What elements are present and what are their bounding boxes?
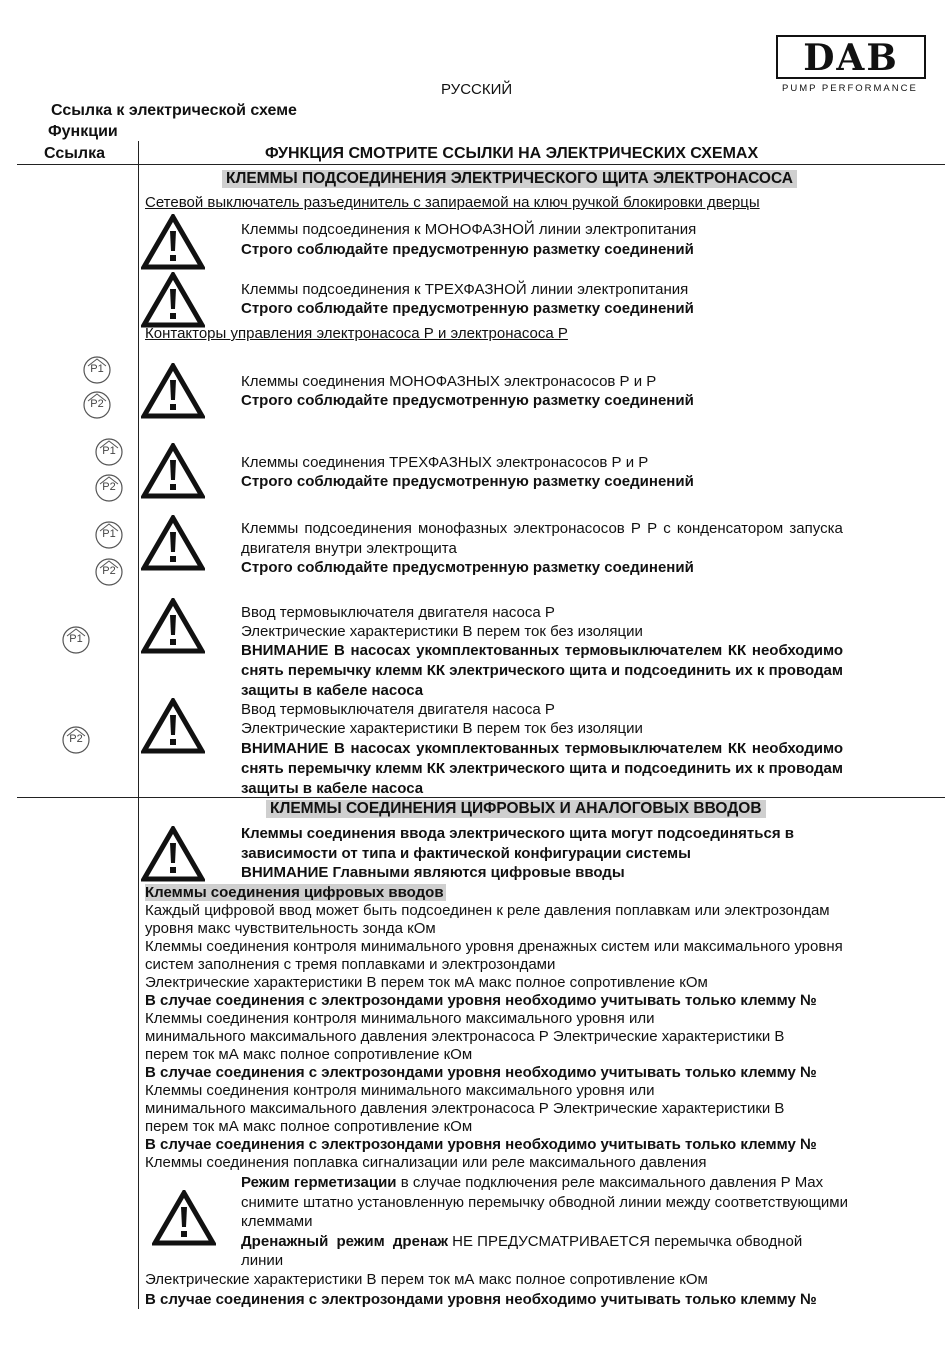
p2-marker [94,473,124,503]
seal-mode-label: Режим герметизации [241,1174,397,1191]
probe-note: В случае соединения с электрозондами уровня необходимо учитывать только клемму № [145,1136,817,1153]
p2-marker [61,725,91,755]
dab-logo-box [776,35,926,79]
strict-note-2: Строго соблюдайте предусмотренную разметку соединений [241,300,694,317]
header-rule [17,164,945,165]
p2-marker [94,557,124,587]
warning-icon [152,1190,216,1246]
probe-note: В случае соединения с электрозондами уровня необходимо учитывать только клемму № [145,1064,817,1081]
section1-title: КЛЕММЫ ПОДСОЕДИНЕНИЯ ЭЛЕКТРИЧЕСКОГО ЩИТА ЭЛЕКТРОНАСОСА [222,170,797,188]
thermo1-warn-2: снять перемычку клемм КК электрического щита и подсоединить их к проводам [241,662,843,679]
p1-marker-label: P1 [90,363,104,375]
p1-marker [94,437,124,467]
drain-mode-line-2: линии [241,1252,284,1269]
p1-marker-label: P1 [102,528,116,540]
seal-mode-text: в случае подключения реле максимального давления Р Max [396,1174,824,1191]
thermo2-title: Ввод термовыключателя двигателя насоса Р [241,701,555,718]
thermo1-warn-3: защиты в кабеле насоса [241,682,424,699]
para-line: Клеммы соединения контроля минимального уровня дренажных систем или максимального уровня [145,938,843,955]
p1-marker [94,520,124,550]
thermo1-warn-1: ВНИМАНИЕ В насосах укомплектованных термовыключателем КК необходимо [241,642,844,659]
seal-mode-line-2: снимите штатно установленную перемычку обводной линии между соответствующими [241,1194,849,1211]
para-line: Клеммы соединения контроля минимального максимального уровня или [145,1010,655,1027]
col-function-header: ФУНКЦИЯ СМОТРИТЕ ССЫЛКИ НА ЭЛЕКТРИЧЕСКИХ СХЕМАХ [265,145,759,162]
warning-icon [141,443,205,499]
para-line: минимального максимального давления электронасоса Р Электрические характеристики В [145,1100,785,1117]
p1-marker [61,625,91,655]
drain-mode-line [241,1232,939,1251]
thermo2-warn-2: снять перемычку клемм КК электрического щита и подсоединить их к проводам [241,760,843,777]
strict-note-4: Строго соблюдайте предусмотренную разметку соединений [241,473,694,490]
p2-marker [82,390,112,420]
dab-logo-sub: PUMP PERFORMANCE [782,83,918,94]
p2-marker-label: P2 [90,398,104,410]
thermo2-warn-3: защиты в кабеле насоса [241,780,424,797]
language-label: РУССКИЙ [441,81,513,98]
warning-icon [141,272,205,328]
drain-mode-text: НЕ ПРЕДУСМАТРИВАЕТСЯ перемычка обводной [447,1233,803,1250]
tri-pumps-line: Клеммы соединения ТРЕХФАЗНЫХ электронасосов Р и Р [241,454,649,471]
warning-icon [141,515,205,571]
seal-mode-line-3: клеммами [241,1213,313,1230]
para-line: уровня макс чувствительность зонда кОм [145,920,436,937]
para-line: систем заполнения с тремя поплавками и электрозондами [145,956,556,973]
para-line: Электрические характеристики В перем ток мА макс полное сопротивление кОм [145,1271,708,1288]
para-line: минимального максимального давления электронасоса Р Электрические характеристики В [145,1028,785,1045]
thermo2-chars: Электрические характеристики В перем ток без изоляции [241,720,643,737]
warning-icon [141,598,205,654]
tri-line: Клеммы подсоединения к ТРЕХФАЗНОЙ линии электропитания [241,281,689,298]
p2-marker-label: P2 [102,481,116,493]
para-line: Клеммы соединения поплавка сигнализации или реле максимального давления [145,1154,707,1171]
contactors-line: Контакторы управления электронасоса Р и электронасоса Р [145,325,568,342]
cap-line-2: двигателя внутри электрощита [241,540,457,557]
probe-note: В случае соединения с электрозондами уровня необходимо учитывать только клемму № [145,1291,817,1308]
intro-line-3: ВНИМАНИЕ Главными являются цифровые вводы [241,864,625,881]
warning-icon [141,826,205,882]
dab-logo-text: DAB [803,37,899,79]
func-label: Функции [48,123,118,140]
mono-pumps-line: Клеммы соединения МОНОФАЗНЫХ электронасосов Р и Р [241,373,657,390]
para-line: перем ток мА макс полное сопротивление кОм [145,1046,473,1063]
col-ref-header: Ссылка [44,145,105,162]
digital-inputs-title: Клеммы соединения цифровых вводов [145,884,444,901]
intro-line-2: зависимости от типа и фактической конфигурации системы [241,845,691,862]
cap-line-1: Клеммы подсоединения монофазных электронасосов Р Р с конденсатором запуска [241,520,843,537]
strict-note-3: Строго соблюдайте предусмотренную разметку соединений [241,392,694,409]
warning-icon [141,698,205,754]
warning-icon [141,214,205,270]
para-line: Электрические характеристики В перем ток мА макс полное сопротивление кОм [145,974,708,991]
switch-line: Сетевой выключатель разъединитель с запираемой на ключ ручкой блокировки дверцы [145,194,760,211]
strict-note-1: Строго соблюдайте предусмотренную разметку соединений [241,241,694,258]
thermo1-title: Ввод термовыключателя двигателя насоса Р [241,604,555,621]
p2-marker-label: P2 [69,733,83,745]
drain-mode-label: Дренажный режим дренаж [241,1233,448,1250]
seal-mode-line [241,1173,939,1192]
column-divider [138,141,139,1309]
p1-marker-label: P1 [69,633,83,645]
section2-title: КЛЕММЫ СОЕДИНЕНИЯ ЦИФРОВЫХ И АНАЛОГОВЫХ ВВОДОВ [266,800,766,818]
para-line: Клеммы соединения контроля минимального максимального уровня или [145,1082,655,1099]
strict-note-5: Строго соблюдайте предусмотренную разметку соединений [241,559,694,576]
thermo1-chars: Электрические характеристики В перем ток без изоляции [241,623,643,640]
intro-line-1: Клеммы соединения ввода электрического щита могут подсоединяться в [241,825,794,842]
probe-note: В случае соединения с электрозондами уровня необходимо учитывать только клемму № [145,992,817,1009]
para-line: Каждый цифровой ввод может быть подсоединен к реле давления поплавкам или электрозондам [145,902,830,919]
p2-marker-label: P2 [102,565,116,577]
warning-icon [141,363,205,419]
mono-line: Клеммы подсоединения к МОНОФАЗНОЙ линии электропитания [241,221,697,238]
ref-title: Ссылка к электрической схеме [51,102,297,119]
dab-logo [774,35,934,99]
p1-marker-label: P1 [102,445,116,457]
para-line: перем ток мА макс полное сопротивление кОм [145,1118,473,1135]
p1-marker [82,355,112,385]
thermo2-warn-1: ВНИМАНИЕ В насосах укомплектованных термовыключателем КК необходимо [241,740,844,757]
